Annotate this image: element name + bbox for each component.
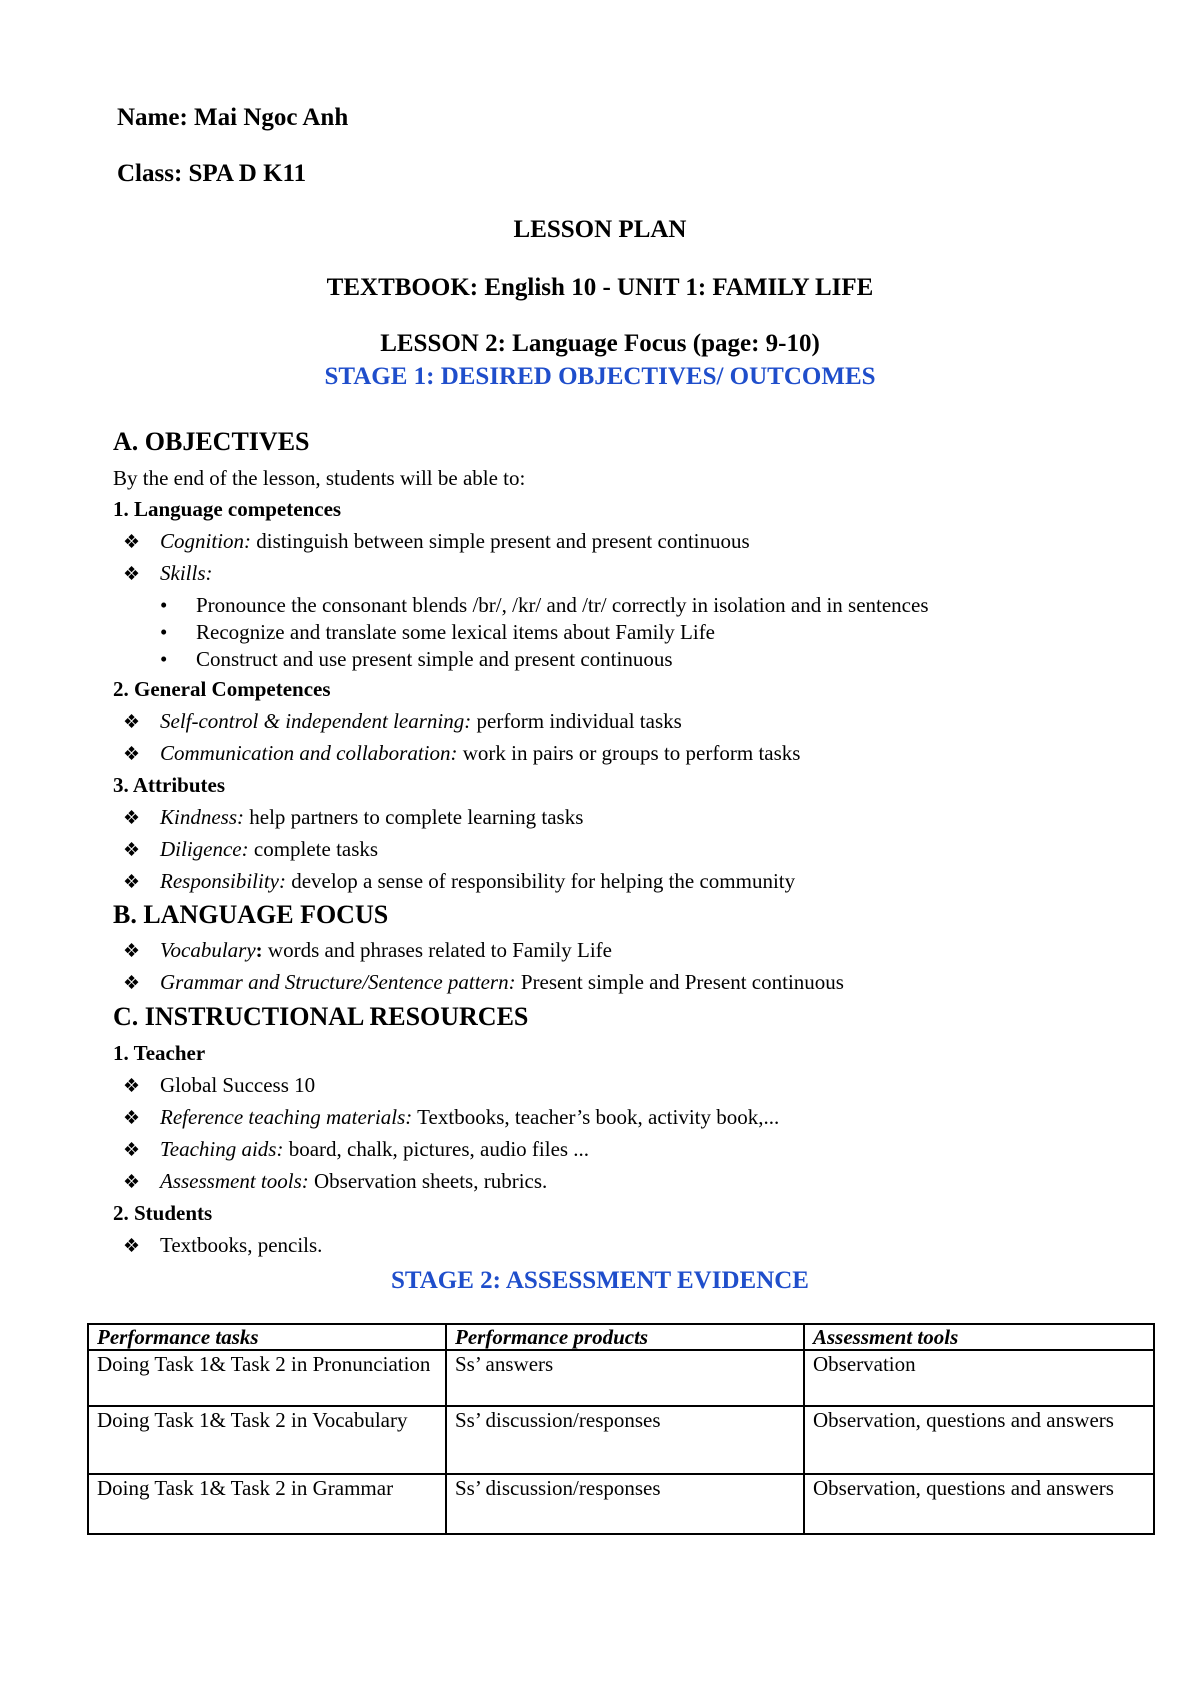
table-header-row (88, 1324, 1154, 1350)
table-cell: Doing Task 1& Task 2 in Pronunciation (88, 1350, 446, 1406)
attribute-item: ❖ Responsibility: develop a sense of responsibility for helping the community (123, 869, 796, 893)
skills-bullet: • Recognize and translate some lexical items about Family Life (160, 620, 716, 644)
teacher-resource-item: ❖ Reference teaching materials: Textbooks, teacher’s book, activity book,... (123, 1105, 780, 1129)
table-cell: Observation, questions and answers (804, 1406, 1154, 1474)
student-class: Class: SPA D K11 (117, 160, 307, 187)
round-bullet-icon: • (160, 620, 168, 644)
language-focus-heading: B. LANGUAGE FOCUS (113, 900, 389, 929)
table-row (88, 1350, 1154, 1406)
table-header-cell: Performance products (446, 1324, 804, 1350)
teacher-heading: 1. Teacher (113, 1041, 206, 1065)
four-diamond-bullet-icon: ❖ (123, 1140, 141, 1161)
table-cell: Ss’ discussion/responses (446, 1474, 804, 1534)
table-header-cell: Performance tasks (88, 1324, 446, 1350)
student-name: Name: Mai Ngoc Anh (117, 104, 349, 131)
attribute-item: ❖ Diligence: complete tasks (123, 837, 379, 861)
four-diamond-bullet-icon: ❖ (123, 744, 141, 765)
four-diamond-bullet-icon: ❖ (123, 564, 141, 585)
four-diamond-bullet-icon: ❖ (123, 941, 141, 962)
four-diamond-bullet-icon: ❖ (123, 712, 141, 733)
attribute-item: ❖ Kindness: help partners to complete learning tasks (123, 805, 584, 829)
skills-item (123, 561, 213, 586)
general-competences-heading: 2. General Competences (113, 677, 331, 701)
teacher-resource-item: ❖ Teaching aids: board, chalk, pictures, audio files ... (123, 1137, 590, 1161)
cognition-text: distinguish between simple present and present continuous (251, 529, 750, 553)
textbook-title: TEXTBOOK: English 10 - UNIT 1: FAMILY LIFE (326, 274, 874, 301)
four-diamond-bullet-icon: ❖ (123, 1076, 141, 1097)
round-bullet-icon: • (160, 593, 168, 617)
cognition-label: Cognition: (160, 529, 252, 553)
stage-2-heading: STAGE 2: ASSESSMENT EVIDENCE (391, 1267, 809, 1294)
table-row (88, 1474, 1154, 1534)
attributes-heading: 3. Attributes (113, 773, 225, 797)
four-diamond-bullet-icon: ❖ (123, 1172, 141, 1193)
skills-label: Skills: (160, 561, 213, 585)
four-diamond-bullet-icon: ❖ (123, 872, 141, 893)
language-competences-heading: 1. Language competences (113, 497, 342, 521)
objectives-intro: By the end of the lesson, students will be able to: (113, 466, 526, 490)
skills-bullet: • Construct and use present simple and present continuous (160, 647, 673, 671)
four-diamond-bullet-icon: ❖ (123, 808, 141, 829)
four-diamond-bullet-icon: ❖ (123, 1236, 141, 1257)
lesson-plan-title: LESSON PLAN (513, 216, 687, 243)
table-cell: Doing Task 1& Task 2 in Grammar (88, 1474, 446, 1534)
language-focus-item: ❖ Grammar and Structure/Sentence pattern: Present simple and Present continuous (123, 970, 844, 994)
general-competence-item: ❖ Communication and collaboration: work in pairs or groups to perform tasks (123, 741, 801, 765)
table-cell: Doing Task 1& Task 2 in Vocabulary (88, 1406, 446, 1474)
lesson-title: LESSON 2: Language Focus (page: 9-10) (380, 330, 820, 357)
language-focus-item: ❖ Vocabulary: words and phrases related to Family Life (123, 938, 612, 962)
four-diamond-bullet-icon: ❖ (123, 1108, 141, 1129)
four-diamond-bullet-icon: ❖ (123, 973, 141, 994)
table-header-cell: Assessment tools (804, 1324, 1154, 1350)
teacher-resource-item: ❖ Assessment tools: Observation sheets, rubrics. (123, 1169, 548, 1193)
table-cell: Ss’ answers (446, 1350, 804, 1406)
students-heading: 2. Students (113, 1201, 213, 1225)
skills-bullet: • Pronounce the consonant blends /br/, /kr/ and /tr/ correctly in isolation and in sentences (160, 593, 929, 617)
table-cell: Observation, questions and answers (804, 1474, 1154, 1534)
four-diamond-bullet-icon: ❖ (123, 840, 141, 861)
four-diamond-bullet-icon: ❖ (123, 532, 141, 553)
students-resource-item: ❖ Textbooks, pencils. (123, 1233, 323, 1257)
resources-heading: C. INSTRUCTIONAL RESOURCES (113, 1002, 529, 1031)
round-bullet-icon: • (160, 647, 168, 671)
assessment-table (87, 1323, 1155, 1535)
objectives-heading: A. OBJECTIVES (113, 427, 310, 456)
table-cell: Observation (804, 1350, 1154, 1406)
table-cell: Ss’ discussion/responses (446, 1406, 804, 1474)
teacher-resource-item: ❖ Global Success 10 (123, 1073, 316, 1097)
table-row (88, 1406, 1154, 1474)
stage-1-heading: STAGE 1: DESIRED OBJECTIVES/ OUTCOMES (324, 363, 876, 390)
general-competence-item: ❖ Self-control & independent learning: perform individual tasks (123, 709, 682, 733)
cognition-item (123, 529, 750, 554)
